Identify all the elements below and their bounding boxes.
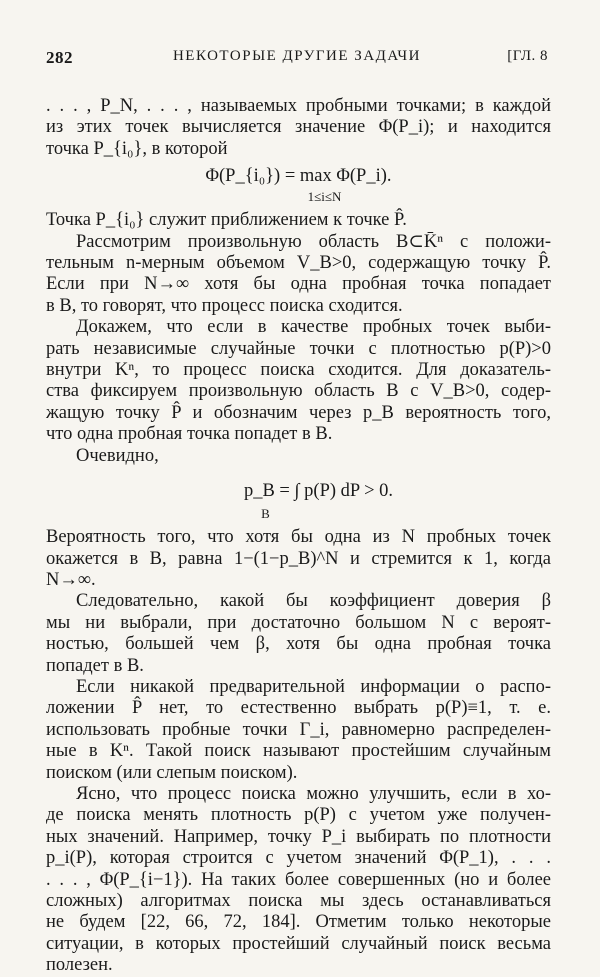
text-line: что одна пробная точка попадет в B.: [46, 424, 333, 445]
text-line: внутри Kⁿ, то процесс поиска сходится. Для доказатель-: [46, 360, 551, 381]
text-line: мы ни выбрали, при достаточно большом N с вероят-: [46, 612, 551, 633]
text-line: сложных) алгоритмах поиска мы здесь останавливаться: [46, 891, 551, 911]
text-line: Ясно, что процесс поиска можно улучшить, если в хо-: [76, 783, 551, 804]
paragraph: [46, 317, 551, 445]
text-line: ностью, большей чем β, хотя бы одна пробная точка: [46, 634, 551, 655]
chapter-label: [ГЛ. 8: [507, 48, 548, 64]
formula-text: Φ(P_{i₀}) = max Φ(P_i).: [205, 166, 392, 187]
text-line: из этих точек вычисляется значение Φ(P_i); и находится: [46, 117, 551, 138]
text-line: Если никакой предварительной информации о распо-: [76, 676, 551, 697]
paragraph: [46, 446, 551, 467]
display-formula: [46, 467, 551, 527]
display-formula: [46, 160, 551, 210]
text-line: ложении P̂ нет, то естественно выбрать p(P)≡1, т. е.: [46, 698, 551, 719]
text-line: Следовательно, какой бы коэффициент доверия β: [76, 591, 551, 612]
text-line: попадет в B.: [46, 655, 144, 676]
text-line: де поиска менять плотность p(P) с учетом уже получен-: [46, 805, 551, 826]
paragraph: [46, 210, 551, 231]
text-line: рать независимые случайные точки с плотностью p(P)>0: [46, 338, 551, 359]
paragraph: [46, 677, 551, 784]
text-line: Вероятность того, что хотя бы одна из N пробных точек: [46, 527, 551, 548]
text-line: ных значений. Например, точку P_i выбирать по плотности: [46, 826, 551, 847]
text-line: . . . , P_N, . . . , называемых пробными точками; в каждой: [46, 96, 551, 116]
formula-text: p_B = ∫ p(P) dP > 0.: [243, 481, 394, 502]
text-line: . . . , Φ(P_{i−1}). На таких более совершенных (но и более: [46, 869, 551, 890]
text-line: p_i(P), которая строится с учетом значений Φ(P_1), . . .: [46, 848, 551, 869]
text-line: ства фиксируем произвольную область B с V_B>0, содер-: [46, 381, 551, 402]
text-line: полезен.: [46, 955, 113, 976]
formula-limit: B: [261, 505, 270, 521]
page-header: [46, 48, 548, 74]
text-line: Точка P_{i₀} служит приближением к точке P̂.: [46, 210, 407, 231]
text-line: жащую точку P̂ и обозначим через p_B вероятность того,: [46, 402, 551, 423]
text-line: тельным n-мерным объемом V_B>0, содержащую точку P̂.: [46, 253, 551, 274]
paragraph: [46, 784, 551, 977]
text-line: Докажем, что если в качестве пробных точек выби-: [76, 317, 551, 338]
paragraph: [46, 527, 551, 591]
text-line: N→∞.: [46, 569, 96, 590]
text-line: Рассмотрим произвольную область B⊂K̄ⁿ с положи-: [76, 231, 551, 252]
running-title: НЕКОТОРЫЕ ДРУГИЕ ЗАДАЧИ: [172, 48, 422, 64]
page-number: 282: [46, 48, 73, 67]
text-line: точка P_{i₀}, в которой: [46, 138, 228, 159]
paragraph: [46, 96, 551, 160]
text-line: поиском (или слепым поиском).: [46, 762, 298, 783]
formula-limit: 1≤i≤N: [307, 188, 342, 204]
paragraph: [46, 232, 551, 318]
text-line: Очевидно,: [76, 445, 159, 466]
text-line: Если при N→∞ хотя бы одна пробная точка попадает: [46, 274, 551, 295]
paragraph: [46, 591, 551, 677]
text-line: не будем [22, 66, 72, 184]. Отметим только некоторые: [46, 912, 551, 933]
text-line: ные в Kⁿ. Такой поиск называют простейшим случайным: [46, 741, 551, 762]
text-line: использовать пробные точки Γ_i, равномерно распределен-: [46, 719, 551, 740]
text-line: в B, то говорят, что процесс поиска сходится.: [46, 295, 403, 316]
text-line: окажется в B, равна 1−(1−p_B)^N и стремится к 1, когда: [46, 548, 551, 569]
page-body: [46, 96, 551, 977]
text-line: ситуации, в которых простейший случайный поиск весьма: [46, 933, 551, 954]
